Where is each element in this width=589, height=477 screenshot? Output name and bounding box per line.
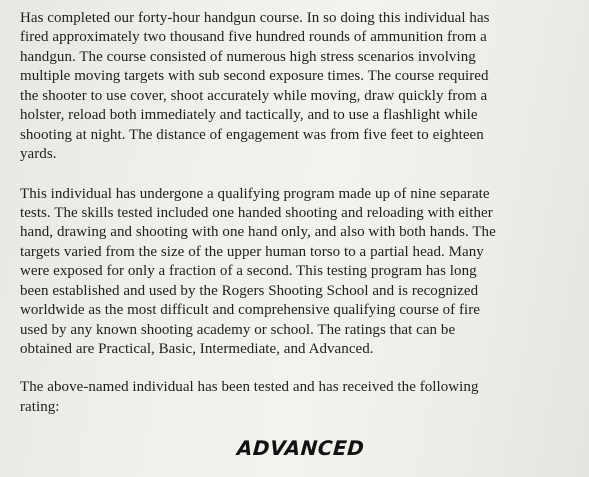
text-line: holster, reload both immediately and tactically, and to use a flashlight while (20, 107, 478, 124)
text-line: hand, drawing and shooting with one hand only, and also with both hands. The (20, 224, 496, 241)
text-line: tests. The skills tested included one handed shooting and reloading with either (20, 204, 493, 221)
text-line: used by any known shooting academy or school. The ratings that can be (20, 321, 456, 338)
rating-value: ADVANCED (235, 436, 366, 460)
text-line: worldwide as the most difficult and comprehensive qualifying course of fire (20, 302, 481, 319)
text-line: The above-named individual has been tested and has received the following (20, 379, 479, 396)
course-description-paragraph (20, 9, 577, 165)
text-line: yards. (20, 146, 57, 163)
paragraph-spacer (20, 165, 577, 185)
rating-statement-paragraph (20, 378, 577, 417)
text-line: been established and used by the Rogers Shooting School and is recognized (20, 282, 479, 299)
text-line: the shooter to use cover, shoot accurately while moving, draw quickly from a (20, 87, 488, 104)
text-line: handgun. The course consisted of numerous high stress scenarios involving (20, 48, 476, 65)
text-line: were exposed for only a fraction of a second. This testing program has long (20, 263, 477, 280)
text-line: This individual has undergone a qualifying program made up of nine separate (20, 185, 490, 202)
text-line: shooting at night. The distance of engagement was from five feet to eighteen (20, 126, 484, 143)
text-line: targets varied from the size of the upper human torso to a partial head. Many (20, 243, 484, 260)
text-line: Has completed our forty-hour handgun course. In so doing this individual has (20, 10, 490, 26)
rating-container (0, 436, 589, 460)
text-line: multiple moving targets with sub second exposure times. The course required (20, 68, 489, 85)
qualification-program-paragraph (20, 185, 577, 360)
text-line: obtained are Practical, Basic, Intermediate, and Advanced. (20, 341, 374, 357)
text-line: rating: (20, 398, 60, 415)
paragraph-spacer (20, 359, 577, 378)
text-line: fired approximately two thousand five hundred rounds of ammunition from a (20, 29, 487, 46)
